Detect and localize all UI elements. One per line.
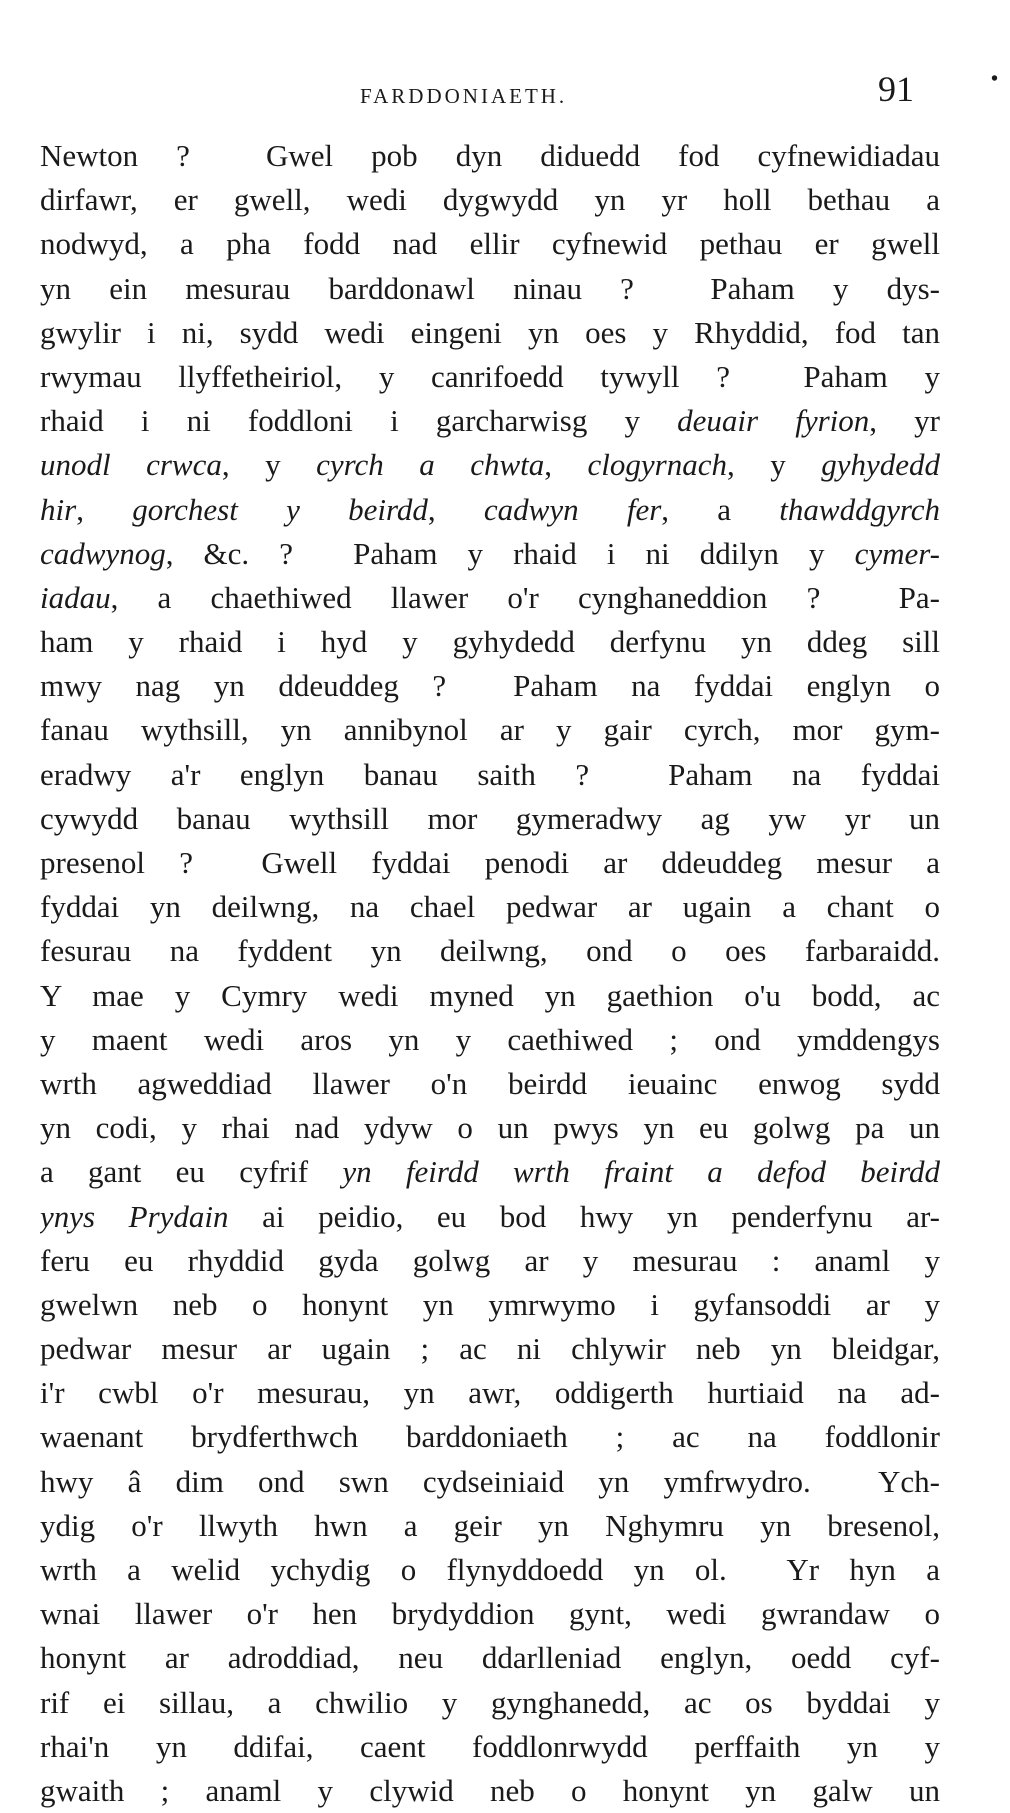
text-run: mwy nag yn ddeuddeg ? Paham na fyddai englyn o bbox=[40, 668, 940, 704]
text-run: gwelwn neb o honynt yn ymrwymo i gyfansoddi ar y bbox=[40, 1286, 940, 1322]
text-run: ydig o'r llwyth hwn a geir yn Nghymru yn bresenol, bbox=[40, 1507, 940, 1543]
text-run: , yr bbox=[869, 403, 940, 439]
text-line bbox=[40, 974, 940, 1018]
text-line bbox=[40, 399, 940, 443]
text-run: , bbox=[427, 491, 484, 527]
text-run: fesurau na fyddent yn deilwng, ond o oes farbaraidd. bbox=[40, 933, 940, 969]
text-line bbox=[40, 576, 940, 620]
text-run: fanau wythsill, yn annibynol ar y gair cyrch, mor gym- bbox=[40, 712, 940, 748]
text-line bbox=[40, 664, 940, 708]
text-line bbox=[40, 1239, 940, 1283]
text-line bbox=[40, 1327, 940, 1371]
text-line bbox=[40, 1062, 940, 1106]
text-line bbox=[40, 1018, 940, 1062]
text-line bbox=[40, 311, 940, 355]
text-run: hwy â dim ond swn cydseiniaid yn ymfrwydro. Ych- bbox=[40, 1463, 940, 1499]
text-run: ham y rhaid i hyd y gyhydedd derfynu yn ddeg sill bbox=[40, 624, 940, 660]
text-run: eradwy a'r englyn banau saith ? Paham na fyddai bbox=[40, 756, 940, 792]
text-run: a gant eu cyfrif bbox=[40, 1154, 343, 1190]
text-line bbox=[40, 797, 940, 841]
text-line bbox=[40, 929, 940, 973]
text-run: fyddai yn deilwng, na chael pedwar ar ugain a chant o bbox=[40, 889, 940, 925]
italic-text: unodl crwca bbox=[40, 447, 222, 483]
text-run: wrth a welid ychydig o flynyddoedd yn ol. Yr hyn a bbox=[40, 1552, 940, 1587]
text-line bbox=[40, 267, 940, 311]
text-line bbox=[40, 1150, 940, 1194]
text-line bbox=[40, 1504, 940, 1548]
text-line bbox=[40, 355, 940, 399]
page-number: 91 bbox=[878, 69, 914, 109]
text-line bbox=[40, 178, 940, 222]
text-run: rif ei sillau, a chwilio y gynghanedd, ac os byddai y bbox=[40, 1684, 940, 1720]
text-line bbox=[40, 708, 940, 752]
stray-mark: • bbox=[990, 68, 998, 90]
text-run: honynt ar adroddiad, neu ddarlleniad englyn, oedd cyf- bbox=[40, 1640, 940, 1676]
italic-text: cyrch a chwta bbox=[316, 447, 545, 483]
text-run: , bbox=[544, 447, 588, 483]
text-line bbox=[40, 1460, 940, 1504]
text-line bbox=[40, 1636, 940, 1680]
running-title: FARDDONIAETH. bbox=[360, 84, 568, 108]
text-line bbox=[40, 1548, 940, 1592]
text-line bbox=[40, 1769, 940, 1813]
text-run: rwymau llyffetheiriol, y canrifoedd tywyll ? Paham y bbox=[40, 358, 940, 394]
italic-text: cymer- bbox=[854, 535, 940, 571]
text-line bbox=[40, 1283, 940, 1327]
text-run: , a bbox=[661, 491, 780, 527]
italic-text: hir bbox=[40, 491, 77, 527]
text-line bbox=[40, 488, 940, 532]
text-line bbox=[40, 753, 940, 797]
text-line bbox=[40, 885, 940, 929]
text-line bbox=[40, 443, 940, 487]
italic-text: yn feirdd wrth fraint a defod beirdd bbox=[342, 1154, 940, 1190]
italic-text: clogyrnach bbox=[587, 447, 727, 483]
text-run: gwaith ; anaml y clywid neb o honynt yn galw un bbox=[40, 1772, 940, 1808]
text-run: Newton ? Gwel pob dyn diduedd fod cyfnewidiadau bbox=[40, 138, 940, 173]
italic-text: cadwynog bbox=[40, 535, 166, 571]
italic-text: thawddgyrch bbox=[779, 491, 940, 527]
text-line bbox=[40, 620, 940, 664]
text-run: yn codi, y rhai nad ydyw o un pwys yn eu golwg pa un bbox=[40, 1110, 940, 1146]
text-run: wnai llawer o'r hen brydyddion gynt, wedi gwrandaw o bbox=[40, 1596, 940, 1632]
text-line bbox=[40, 1195, 940, 1239]
page-header bbox=[40, 68, 998, 118]
text-run: ai peidio, eu bod hwy yn penderfynu ar- bbox=[228, 1198, 940, 1234]
text-line bbox=[40, 1415, 940, 1459]
text-line bbox=[40, 1681, 940, 1725]
text-run: nodwyd, a pha fodd nad ellir cyfnewid pethau er gwell bbox=[40, 226, 940, 262]
text-line bbox=[40, 1725, 940, 1769]
text-run: wrth agweddiad llawer o'n beirdd ieuainc enwog sydd bbox=[40, 1065, 940, 1101]
text-run: cywydd banau wythsill mor gymeradwy ag yw yr un bbox=[40, 800, 940, 836]
text-run: , a chaethiwed llawer o'r cynghaneddion ? Pa- bbox=[110, 579, 940, 615]
text-run: , y bbox=[221, 447, 317, 483]
text-line bbox=[40, 134, 940, 178]
text-run: , bbox=[76, 491, 133, 527]
text-run: pedwar mesur ar ugain ; ac ni chlywir neb yn bleidgar, bbox=[40, 1331, 940, 1367]
text-run: waenant brydferthwch barddoniaeth ; ac na foddlonir bbox=[40, 1419, 940, 1455]
italic-text: deuair fyrion bbox=[677, 403, 870, 439]
italic-text: iadau bbox=[40, 579, 111, 615]
text-line bbox=[40, 1371, 940, 1415]
text-run: , &c. ? Paham y rhaid i ni ddilyn y bbox=[165, 535, 855, 571]
text-line bbox=[40, 1592, 940, 1636]
text-line bbox=[40, 532, 940, 576]
body-text bbox=[40, 134, 940, 1813]
italic-text: gyhydedd bbox=[821, 447, 940, 483]
text-run: rhai'n yn ddifai, caent foddlonrwydd perffaith yn y bbox=[40, 1728, 940, 1764]
text-run: Y mae y Cymry wedi myned yn gaethion o'u bodd, ac bbox=[40, 977, 940, 1013]
italic-text: gorchest y beirdd bbox=[132, 491, 428, 527]
text-line bbox=[40, 222, 940, 266]
text-run: , y bbox=[727, 447, 822, 483]
italic-text: cadwyn fer bbox=[483, 491, 662, 527]
text-line bbox=[40, 1106, 940, 1150]
text-run: rhaid i ni foddloni i garcharwisg y bbox=[40, 403, 678, 439]
text-run: gwylir i ni, sydd wedi eingeni yn oes y Rhyddid, fod tan bbox=[40, 314, 940, 350]
text-run: presenol ? Gwell fyddai penodi ar ddeuddeg mesur a bbox=[40, 845, 940, 880]
text-run: dirfawr, er gwell, wedi dygwydd yn yr holl bethau a bbox=[40, 182, 940, 218]
text-run: yn ein mesurau barddonawl ninau ? Paham y dys- bbox=[40, 270, 940, 306]
text-run: y maent wedi aros yn y caethiwed ; ond ymddengys bbox=[40, 1021, 940, 1057]
text-line bbox=[40, 841, 940, 885]
text-run: i'r cwbl o'r mesurau, yn awr, oddigerth hurtiaid na ad- bbox=[40, 1375, 940, 1411]
text-run: feru eu rhyddid gyda golwg ar y mesurau : anaml y bbox=[40, 1242, 940, 1278]
italic-text: ynys Prydain bbox=[40, 1198, 229, 1234]
